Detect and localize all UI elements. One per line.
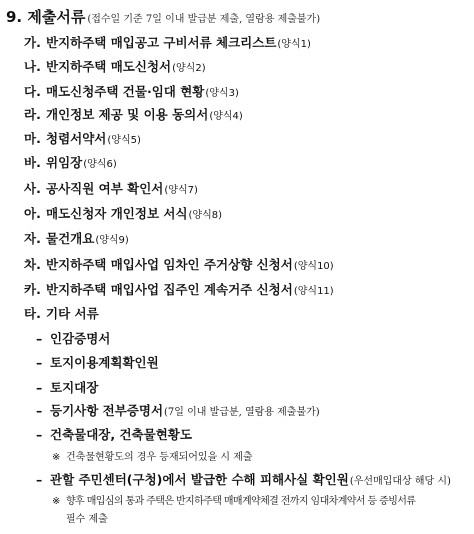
dash-bullet: – (36, 355, 43, 370)
item-marker: 마. (24, 131, 41, 146)
sub-item-note: (우선매입대상 해당 시) (349, 476, 451, 487)
item-text: 공사직원 여부 확인서 (46, 181, 164, 196)
list-item (24, 304, 99, 324)
item-form-ref: (양식11) (293, 286, 334, 297)
item-text: 반지하주택 매입사업 임차인 주거상향 신청서 (46, 257, 293, 272)
sub-list-item (36, 470, 451, 492)
sub-list-item (36, 329, 110, 349)
item-text: 매도신청주택 건물·임대 현황 (46, 84, 205, 99)
list-item (24, 255, 334, 277)
sub-item-text: 등기사항 전부증명서 (50, 403, 164, 418)
list-item (24, 82, 239, 104)
item-text: 개인정보 제공 및 이용 동의서 (46, 107, 209, 122)
item-marker: 타. (24, 306, 41, 321)
sub-list-item (36, 353, 159, 373)
sub-item-text: 관할 주민센터(구청)에서 발급한 수해 피해사실 확인원 (50, 472, 349, 487)
item-marker: 자. (24, 231, 41, 246)
list-item (24, 204, 222, 226)
sub-list-item (36, 401, 320, 423)
list-item (24, 153, 117, 175)
list-item (24, 129, 141, 151)
item-text: 물건개요 (46, 231, 95, 246)
section-title-note: (접수일 기준 7일 이내 발급분 제출, 열람용 제출불가) (87, 14, 321, 25)
sub-list-item (36, 425, 192, 445)
dash-bullet: – (36, 331, 43, 346)
item-form-ref: (양식10) (293, 261, 334, 272)
item-text: 반지하주택 매도신청서 (46, 59, 172, 74)
item-text: 청렴서약서 (46, 131, 107, 146)
item-marker: 카. (24, 282, 41, 297)
sub-item-text: 토지대장 (50, 380, 99, 395)
reference-mark: ※ (52, 452, 61, 463)
item-text: 반지하주택 매입사업 집주인 계속거주 신청서 (46, 282, 293, 297)
dash-bullet: – (36, 403, 43, 418)
item-marker: 가. (24, 35, 41, 50)
dash-bullet: – (36, 472, 43, 487)
item-marker: 나. (24, 59, 41, 74)
item-form-ref: (양식4) (209, 111, 243, 122)
item-form-ref: (양식1) (277, 39, 311, 50)
list-item (24, 179, 198, 201)
list-item (24, 57, 206, 79)
item-text: 위임장 (46, 155, 83, 170)
dash-bullet: – (36, 427, 43, 442)
item-marker: 라. (24, 107, 41, 122)
sub-list-item (36, 378, 98, 398)
item-form-ref: (양식6) (83, 159, 117, 170)
dash-bullet: – (36, 380, 43, 395)
sub-item-text: 인감증명서 (50, 331, 111, 346)
building-note (52, 449, 253, 467)
final-note (52, 493, 415, 511)
sub-item-text: 토지이용계획확인원 (50, 355, 159, 370)
item-form-ref: (양식7) (164, 185, 198, 196)
note-text: 건축물현황도의 경우 등재되어있을 시 제출 (66, 452, 253, 463)
section-title: 9. 제출서류 (6, 8, 86, 26)
item-marker: 사. (24, 181, 41, 196)
reference-mark: ※ (52, 496, 60, 507)
item-form-ref: (양식9) (95, 235, 129, 246)
item-text: 반지하주택 매입공고 구비서류 체크리스트 (46, 35, 277, 50)
final-note-continuation (66, 511, 108, 529)
sub-item-text: 건축물대장, 건축물현황도 (50, 427, 192, 442)
list-item (24, 229, 129, 251)
item-marker: 차. (24, 257, 41, 272)
item-marker: 아. (24, 206, 41, 221)
item-text: 기타 서류 (46, 306, 99, 321)
item-form-ref: (양식2) (172, 63, 206, 74)
sub-item-note: (7일 이내 발급분, 열람용 제출불가) (164, 407, 320, 418)
item-form-ref: (양식5) (107, 135, 141, 146)
item-form-ref: (양식3) (205, 88, 239, 99)
list-item (24, 280, 334, 302)
list-item (24, 105, 243, 127)
note-text-line1: 향후 매입심의 통과 주택은 반지하주택 매매계약체결 전까지 임대차계약서 등 증빙서류 (66, 496, 416, 507)
item-marker: 다. (24, 84, 41, 99)
item-text: 매도신청자 개인정보 서식 (46, 206, 188, 221)
note-text-line2: 필수 제출 (66, 514, 108, 525)
section-heading (6, 7, 320, 30)
item-marker: 바. (24, 155, 41, 170)
list-item (24, 33, 311, 55)
item-form-ref: (양식8) (188, 210, 223, 221)
